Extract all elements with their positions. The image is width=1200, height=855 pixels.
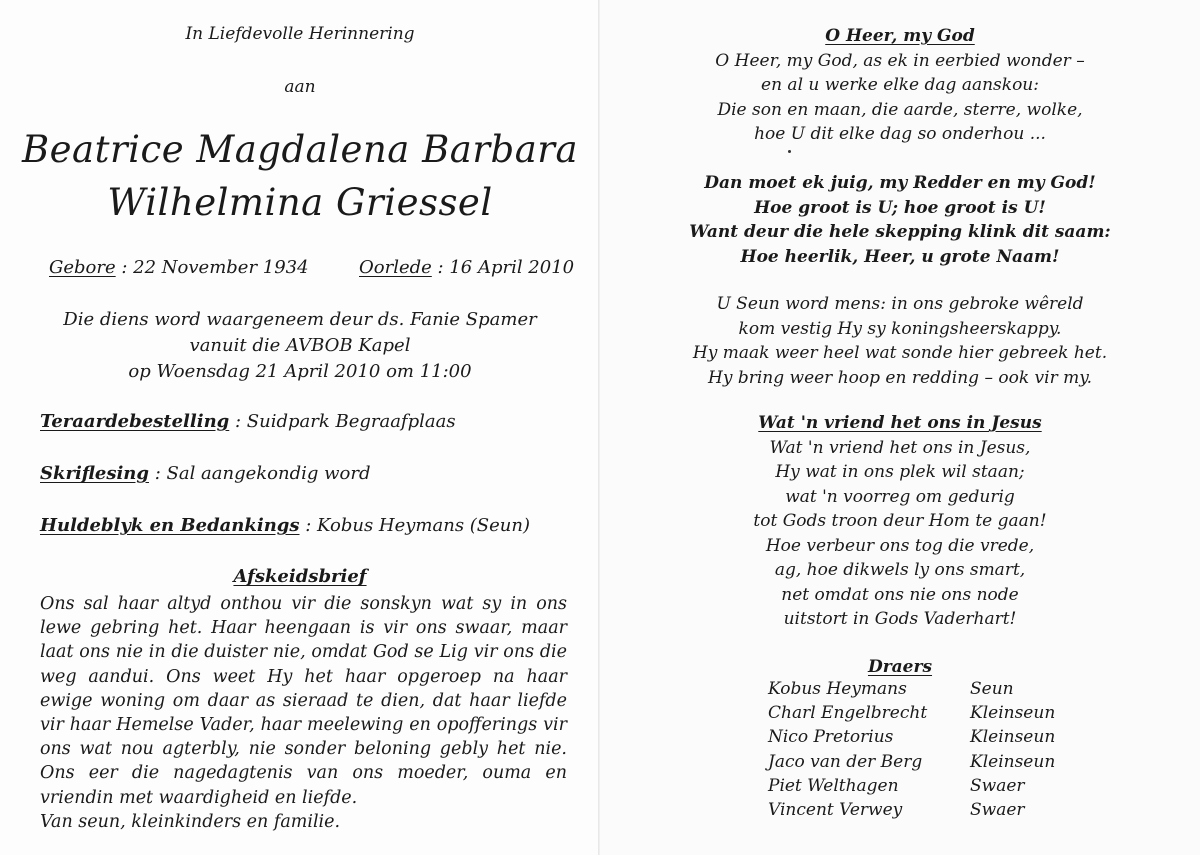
right-page (600, 0, 1200, 855)
chorus-line: Want deur die hele skepping klink dit saam: (689, 222, 1111, 242)
hymn2-line: Wat 'n vriend het ons in Jesus, (769, 437, 1031, 458)
deceased-name-line2: Wilhelmina Griessel (107, 181, 493, 224)
dot-mark (788, 150, 791, 153)
bearer-name: Jaco van der Berg (768, 751, 923, 772)
hymn1-title: O Heer, my God (825, 26, 975, 46)
memorial-heading: In Liefdevolle Herinnering (185, 24, 415, 44)
hymn1-chorus (600, 171, 1200, 269)
memorial-to: aan (284, 77, 316, 97)
hymn2-line: tot Gods troon deur Hom te gaan! (753, 511, 1047, 531)
farewell-signoff: Van seun, kleinkinders en familie. (40, 811, 341, 832)
burial-field (40, 411, 456, 432)
hymn2-line: Hy wat in ons plek wil staan; (775, 462, 1025, 482)
tribute-value: : Kobus Heymans (Seun) (305, 515, 530, 536)
hymn2-title: Wat 'n vriend het ons in Jesus (758, 413, 1042, 433)
bearer-name: Charl Engelbrecht (768, 703, 928, 724)
chorus-line: Dan moet ek juig, my Redder en my God! (704, 173, 1096, 193)
hymn1-line: Hy maak weer heel wat sonde hier gebreek het. (692, 343, 1108, 363)
hymn2-line: wat 'n voorreg om gedurig (785, 486, 1015, 507)
farewell-letter (40, 592, 567, 834)
born-value: : 22 November 1934 (121, 257, 309, 278)
service-line: Die diens word waargeneem deur ds. Fanie Spamer (63, 309, 537, 330)
bearer-relation: Kleinseun (970, 727, 1056, 748)
bearer-relation: Swaer (970, 799, 1025, 820)
farewell-title: Afskeidsbrief (233, 566, 367, 587)
bearer-name: Nico Pretorius (768, 727, 894, 748)
bearer-row (600, 727, 1200, 751)
bearer-name: Piet Welthagen (768, 775, 899, 796)
tribute-label: Huldeblyk en Bedankings (40, 515, 300, 536)
reading-label: Skriflesing (40, 463, 149, 484)
chorus-line: Hoe groot is U; hoe groot is U! (754, 197, 1046, 218)
hymn1-line: en al u werke elke dag aanskou: (761, 75, 1039, 95)
hymn2-line: net omdat ons nie ons node (781, 584, 1019, 605)
bearer-name: Vincent Verwey (768, 799, 903, 820)
bearers-title: Draers (867, 657, 933, 677)
born-label: Gebore (49, 257, 116, 278)
hymn1 (600, 24, 1200, 147)
bearers-list (600, 679, 1200, 824)
hymn2-line: uitstort in Gods Vaderhart! (783, 609, 1017, 629)
bearer-relation: Kleinseun (970, 703, 1056, 724)
bearer-row (600, 703, 1200, 727)
tribute-field (40, 515, 530, 536)
bearer-relation: Swaer (970, 775, 1025, 796)
hymn2-line: Hoe verbeur ons tog die vrede, (765, 535, 1035, 556)
died-label: Oorlede (359, 257, 432, 278)
service-line: vanuit die AVBOB Kapel (189, 335, 411, 356)
bearer-row (600, 800, 1200, 824)
farewell-title-wrap (0, 566, 600, 587)
hymn1-verse2 (600, 292, 1200, 390)
bearer-row (600, 776, 1200, 800)
hymn1-line: O Heer, my God, as ek in eerbied wonder – (715, 50, 1085, 71)
deceased-name-line1: Beatrice Magdalena Barbara (21, 128, 579, 171)
burial-label: Teraardebestelling (40, 411, 230, 432)
farewell-text: Ons sal haar altyd onthou vir die sonskyn wat sy in ons lewe gebring het. Haar heengaan is vir ons swaar, maar laat ons nie in die duister nie, omdat God se Lig vir ons die weg aandui. Ons weet Hy het haar opgeroep na haar ewige woning om daar as sieraad te dien, dat haar liefde vir haar Hemelse Vader, haar meelewing en opofferings vir ons wat nou agterbly, nie sonder beloning gebly het nie. Ons eer die nagedagtenis van ons moeder, ouma en vriendin met waardigheid en liefde. (40, 594, 567, 808)
reading-value: : Sal aangekondig word (154, 463, 371, 484)
bearer-name: Kobus Heymans (768, 679, 907, 699)
chorus-line: Hoe heerlik, Heer, u grote Naam! (740, 246, 1060, 267)
died-date (359, 257, 574, 278)
hymn1-line: Die son en maan, die aarde, sterre, wolke, (717, 99, 1083, 120)
bearer-row (600, 679, 1200, 703)
died-value: : 16 April 2010 (437, 257, 575, 278)
service-details (0, 307, 600, 385)
reading-field (40, 463, 371, 484)
hymn1-line: U Seun word mens: in ons gebroke wêreld (716, 294, 1084, 314)
hymn2 (600, 411, 1200, 632)
born-date (49, 257, 309, 278)
burial-value: : Suidpark Begraafplaas (234, 411, 456, 432)
hymn1-line: hoe U dit elke dag so onderhou ... (754, 124, 1046, 144)
bearer-relation: Kleinseun (970, 751, 1056, 772)
hymn2-line: ag, hoe dikwels ly ons smart, (774, 560, 1026, 580)
bearer-row (600, 752, 1200, 776)
bearer-relation: Seun (970, 679, 1014, 699)
bearers-title-wrap (600, 655, 1200, 680)
service-line: op Woensdag 21 April 2010 om 11:00 (128, 361, 472, 382)
hymn1-line: Hy bring weer hoop en redding – ook vir my. (708, 367, 1092, 388)
hymn1-line: kom vestig Hy sy koningsheerskappy. (738, 318, 1062, 339)
